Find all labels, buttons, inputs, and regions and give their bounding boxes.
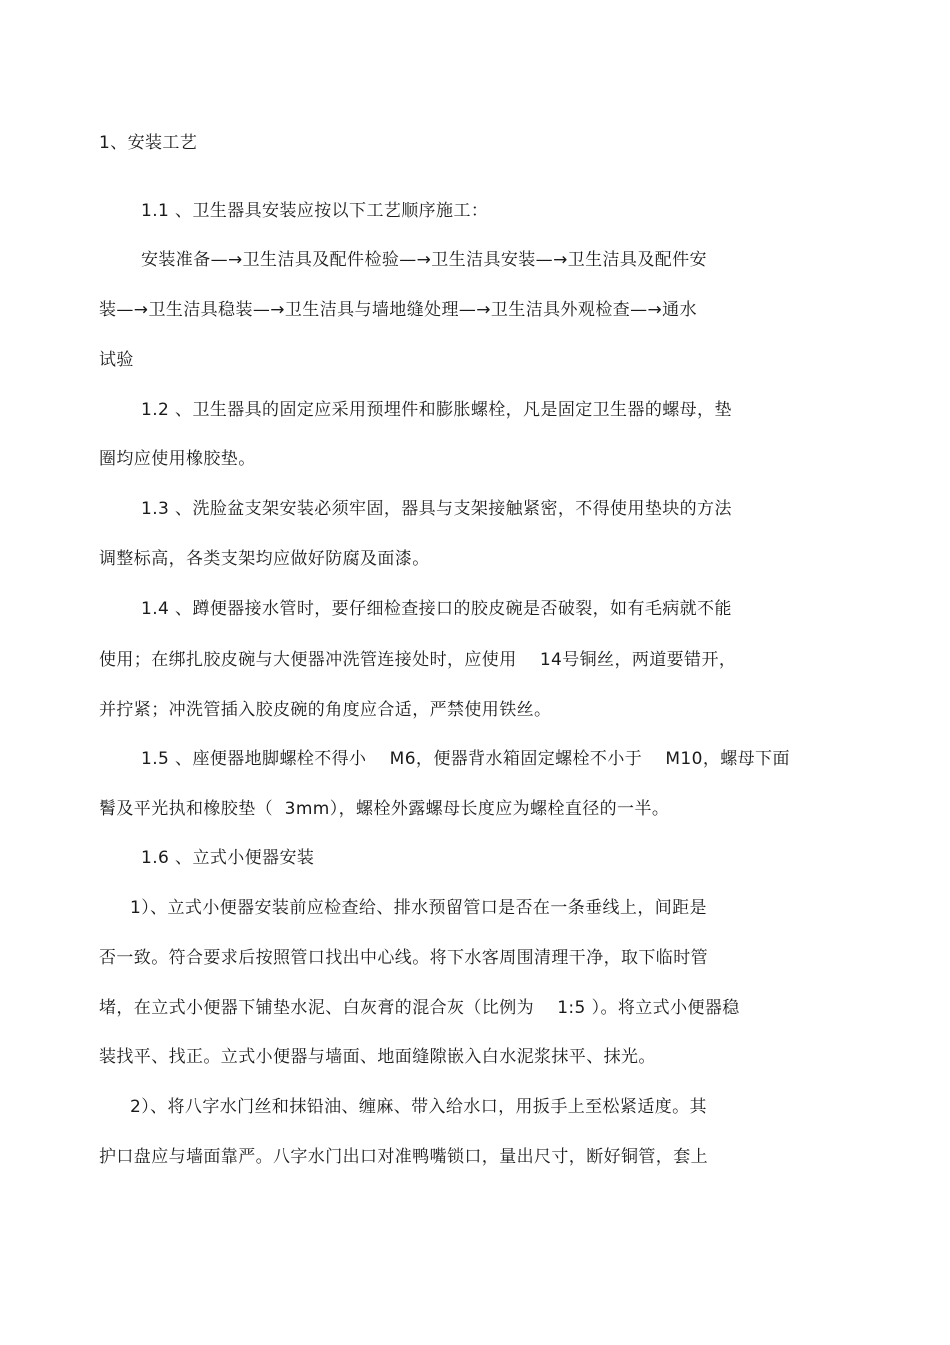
paragraph-line: 调整标高，各类支架均应做好防腐及面漆。 (99, 549, 430, 569)
paragraph-line: 使用；在绑扎胶皮碗与大便器冲洗管连接处时，应使用 14号铜丝，两道要错开， (99, 650, 737, 670)
paragraph-line: 装找平、找正。立式小便器与墙面、地面缝隙嵌入白水泥浆抹平、抹光。 (99, 1047, 656, 1067)
paragraph-line: 堵，在立式小便器下铺垫水泥、白灰膏的混合灰（比例为 1:5 ）。将立式小便器稳 (99, 998, 740, 1018)
paragraph-line: 装—→卫生洁具稳装—→卫生洁具与墙地缝处理—→卫生洁具外观检查—→通水 (99, 300, 697, 320)
paragraph-line: 否一致。符合要求后按照管口找出中心线。将下水客周围清理干净，取下临时管 (99, 948, 708, 968)
paragraph-line: 圈均应使用橡胶垫。 (99, 449, 256, 469)
paragraph-line: 1.3 、洗脸盆支架安装必须牢固，器具与支架接触紧密，不得使用垫块的方法 (141, 499, 732, 519)
paragraph-line: 安装准备—→卫生洁具及配件检验—→卫生洁具安装—→卫生洁具及配件安 (141, 250, 707, 270)
paragraph-line: 2）、将八字水门丝和抹铅油、缠麻、带入给水口，用扳手上至松紧适度。其 (130, 1097, 707, 1117)
paragraph-line: 鬌及平光执和橡胶垫（ 3mm），螺栓外露螺母长度应为螺栓直径的一半。 (99, 799, 670, 819)
paragraph-line: 护口盘应与墙面靠严。八字水门出口对准鸭嘴锁口，量出尺寸，断好铜管，套上 (99, 1147, 708, 1167)
paragraph-line: 1.2 、卫生器具的固定应采用预埋件和膨胀螺栓，凡是固定卫生器的螺母，垫 (141, 400, 732, 420)
paragraph-line: 1.1 、卫生器具安装应按以下工艺顺序施工： (141, 201, 489, 221)
paragraph-line: 1）、立式小便器安装前应检查给、排水预留管口是否在一条垂线上，间距是 (130, 898, 707, 918)
paragraph-line: 并拧紧；冲洗管插入胶皮碗的角度应合适，严禁使用铁丝。 (99, 700, 552, 720)
paragraph-line: 1.6 、立式小便器安装 (141, 848, 315, 868)
paragraph-line: 1.5 、座便器地脚螺栓不得小 M6，便器背水箱固定螺栓不小于 M10，螺母下面 (141, 749, 790, 769)
section-heading: 1、安装工艺 (99, 133, 198, 153)
paragraph-line: 1.4 、蹲便器接水管时，要仔细检查接口的胶皮碗是否破裂，如有毛病就不能 (141, 599, 732, 619)
paragraph-line: 试验 (99, 350, 134, 370)
